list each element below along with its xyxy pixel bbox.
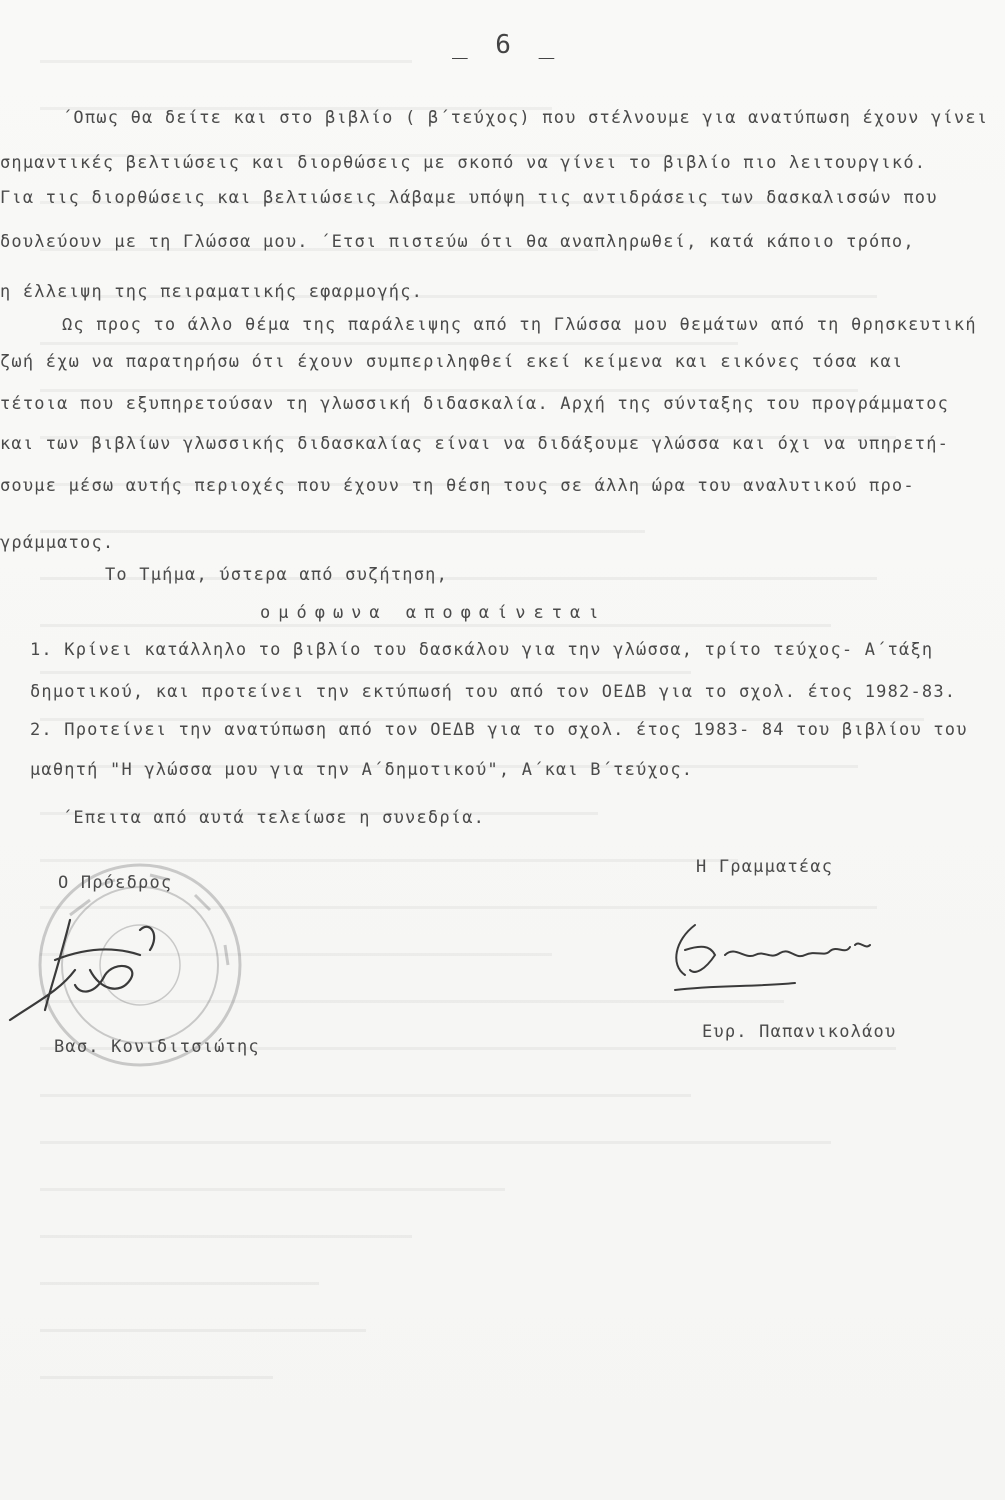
body-line-5: η έλλειψη της πειραματικής εφαρμογής.: [0, 282, 424, 302]
secretary-name: Ευρ. Παπανικολάου: [702, 1022, 897, 1042]
body-line-1: ΄Οπως θα δείτε και στο βιβλίο ( β΄τεύχος) που στέλνουμε για ανατύπωση έχουν γίνει: [62, 108, 989, 128]
body-line-8: τέτοια που εξυπηρετούσαν τη γλωσσική διδασκαλία. Αρχή της σύνταξης του προγράμματος: [0, 394, 950, 414]
president-title: Ο Πρόεδρος: [58, 873, 173, 893]
secretary-signature: [655, 915, 885, 995]
body-line-12: Το Τμήμα, ύστερα από συζήτηση,: [105, 565, 449, 585]
decision-item-1-cont: δημοτικού, και προτείνει την εκτύπωσή του από τον ΟΕΔΒ για το σχολ. έτος 1982-83.: [30, 682, 957, 702]
body-line-6: Ως προς το άλλο θέμα της παράλειψης από τη Γλώσσα μου θεμάτων από τη θρησκευτική: [62, 315, 977, 335]
body-line-3: Για τις διορθώσεις και βελτιώσεις λάβαμε υπόψη τις αντιδράσεις των δασκαλισσών που: [0, 188, 938, 208]
body-line-10: σουμε μέσω αυτής περιοχές που έχουν τη θέση τους σε άλλη ώρα του αναλυτικού προ-: [0, 476, 915, 496]
secretary-title: Η Γραμματέας: [696, 857, 834, 877]
president-name: Βασ. Κονιδιτσιώτης: [54, 1037, 260, 1057]
decision-item-1: 1. Κρίνει κατάλληλο το βιβλίο του δασκάλου για την γλώσσα, τρίτο τεύχος- Α΄τάξη: [30, 640, 934, 660]
page-number: _ 6 _: [452, 30, 561, 60]
decision-item-2: 2. Προτείνει την ανατύπωση από τον ΟΕΔΒ για το σχολ. έτος 1983- 84 του βιβλίου του: [30, 720, 968, 740]
president-signature: [0, 900, 170, 1030]
body-line-7: ζωή έχω να παρατηρήσω ότι έχουν συμπεριληφθεί εκεί κείμενα και εικόνες τόσα και: [0, 352, 904, 372]
body-line-4: δουλεύουν με τη Γλώσσα μου. ΄Ετσι πιστεύω ότι θα αναπληρωθεί, κατά κάποιο τρόπο,: [0, 232, 915, 252]
closing-line: ΄Επειτα από αυτά τελείωσε η συνεδρία.: [62, 808, 486, 828]
decision-item-2-cont: μαθητή "Η γλώσσα μου για την Α΄δημοτικού", Α΄και Β΄τεύχος.: [30, 760, 694, 780]
body-line-9: και των βιβλίων γλωσσικής διδασκαλίας είναι να διδάξουμε γλώσσα και όχι να υπηρετή-: [0, 434, 950, 454]
body-line-11: γράμματος.: [0, 533, 115, 553]
decision-heading: ομόφωνα αποφαίνεται: [260, 603, 607, 623]
body-line-2: σημαντικές βελτιώσεις και διορθώσεις με σκοπό να γίνει το βιβλίο πιο λειτουργικό.: [0, 153, 927, 173]
